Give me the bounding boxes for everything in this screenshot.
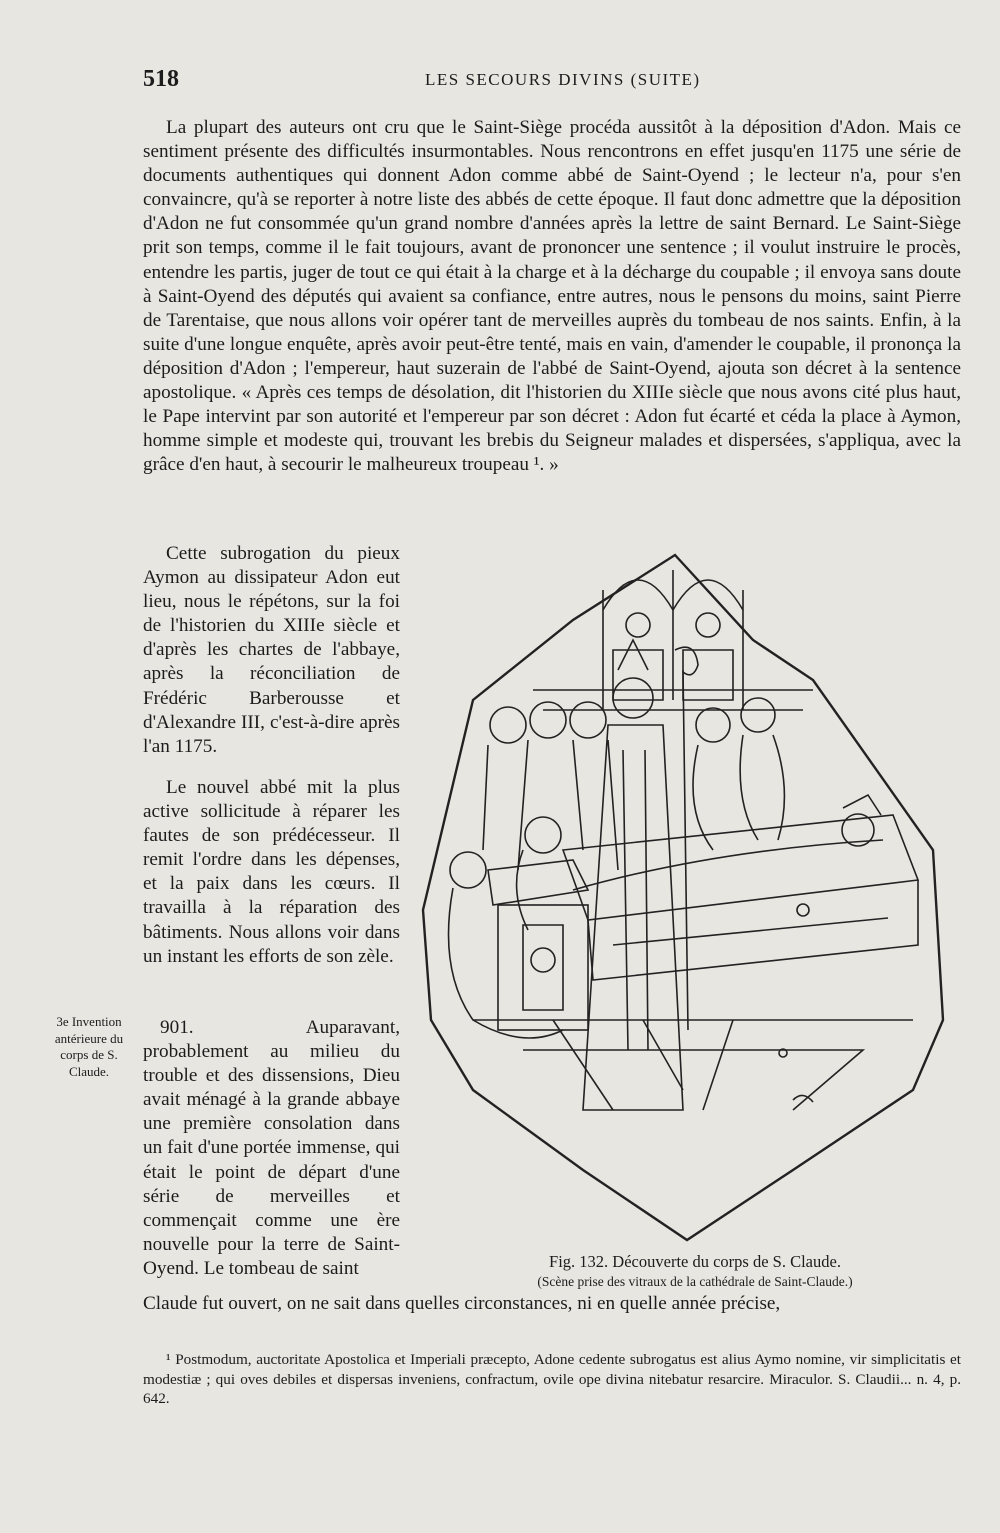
paragraph-5: Claude fut ouvert, on ne sait dans quelles circonstances, ni en quelle année précise, xyxy=(143,1293,781,1314)
floor-tiles xyxy=(473,1020,913,1110)
paragraph-1: La plupart des auteurs ont cru que le Saint-Siège procéda aussitôt à la déposition d'Adon. Mais ce sentiment présente des difficultés insurmontables. Nous rencontrons en effet jusqu'en 1175 une série de documents authentiques qui donnent Adon comme abbé de Saint-Oyend ; le lecteur n'a, pour s'en convaincre, qu'à se reporter à notre liste des abbés de cette époque. Il faut donc admettre que la déposition d'Adon ne fut consommée qu'un grand nombre d'années après la lettre de saint Bernard. Le Saint-Siège prit son temps, comme il le fait toujours, avant de prononcer une sentence ; il voulut instruire le procès, entendre les partis, juger de tout ce qui était à la charge et à la décharge du coupable ; il envoya sans doute à Saint-Oyend des députés qui avaient sa confiance, entre autres, nous le pensons du moins, saint Pierre de Tarentaise, que nous allons voir opérer tant de merveilles auprès du tombeau de nos saints. Enfin, à la suite d'une longue enquête, après avoir peut-être tenté, mais en vain, d'amender le coupable, il prononça la déposition d'Adon ; l'empereur, haut suzerain de l'abbé de Saint-Oyend, ajouta son décret à la sentence apostolique. « Après ces temps de désolation, dit l'historien du XIIIe siècle que nous avons cité plus haut, le Pape intervint par son autorité et l'empereur par son décret : Adon fut écarté et céda la place à Aymon, homme simple et modeste qui, trouvant les brebis du Seigneur malades et dispersées, s'appliqua, avec la grâce d'en haut, à secourir le malheureux troupeau ¹. » xyxy=(143,117,961,476)
figure-with-reliquary xyxy=(449,852,589,1038)
running-title: LES SECOURS DIVINS (SUITE) xyxy=(425,70,701,89)
paragraph-3: Le nouvel abbé mit la plus active sollicitude à réparer les fautes de son prédécesseur. Il remit l'ordre dans les dépenses, et la paix dans les cœurs. Il travailla à la réparation des bâtiments. Nous allons voir dans un instant les efforts de son zèle. xyxy=(143,777,400,967)
margin-note: 3e Invention antérieure du corps de S. Claude. xyxy=(54,1014,124,1079)
page-number: 518 xyxy=(143,66,179,92)
cathedral-arches xyxy=(533,570,813,710)
figure-caption-block xyxy=(465,1252,925,1290)
tomb-with-body xyxy=(563,795,918,980)
paragraph-2: Cette subrogation du pieux Aymon au dissipateur Adon eut lieu, nous le répétons, sur la foi de l'historien du XIIIe siècle et d'après les chartes de l'abbaye, après la réconciliation de Frédéric Barberousse et d'Alexandre III, c'est-à-dire après l'an 1175. xyxy=(143,543,400,757)
footnote: ¹ Postmodum, auctoritate Apostolica et Imperiali præcepto, Adone cedente subrogatus est alius Aymo nomine, vir simplicitatis et modestiæ ; qui oves debiles et dispersas inveniens, confractum, ovile ope divina nitebatur resarcire. Miraculor. S. Claudii... n. 4, p. 642. xyxy=(143,1351,961,1407)
figure-caption: Fig. 132. Découverte du corps de S. Claude. xyxy=(549,1252,841,1271)
figure-subcaption: (Scène prise des vitraux de la cathédrale de Saint-Claude.) xyxy=(537,1274,853,1289)
stained-glass-illustration xyxy=(413,550,961,1250)
paragraph-4: 901. Auparavant, probablement au milieu du trouble et des dissensions, Dieu avait ménagé à la grande abbaye une première consolation dans un fait d'une portée immense, qui était le point de départ d'une série de merveilles et commençait comme une ère nouvelle pour la terre de Saint-Oyend. Le tombeau de saint xyxy=(143,1017,400,1279)
